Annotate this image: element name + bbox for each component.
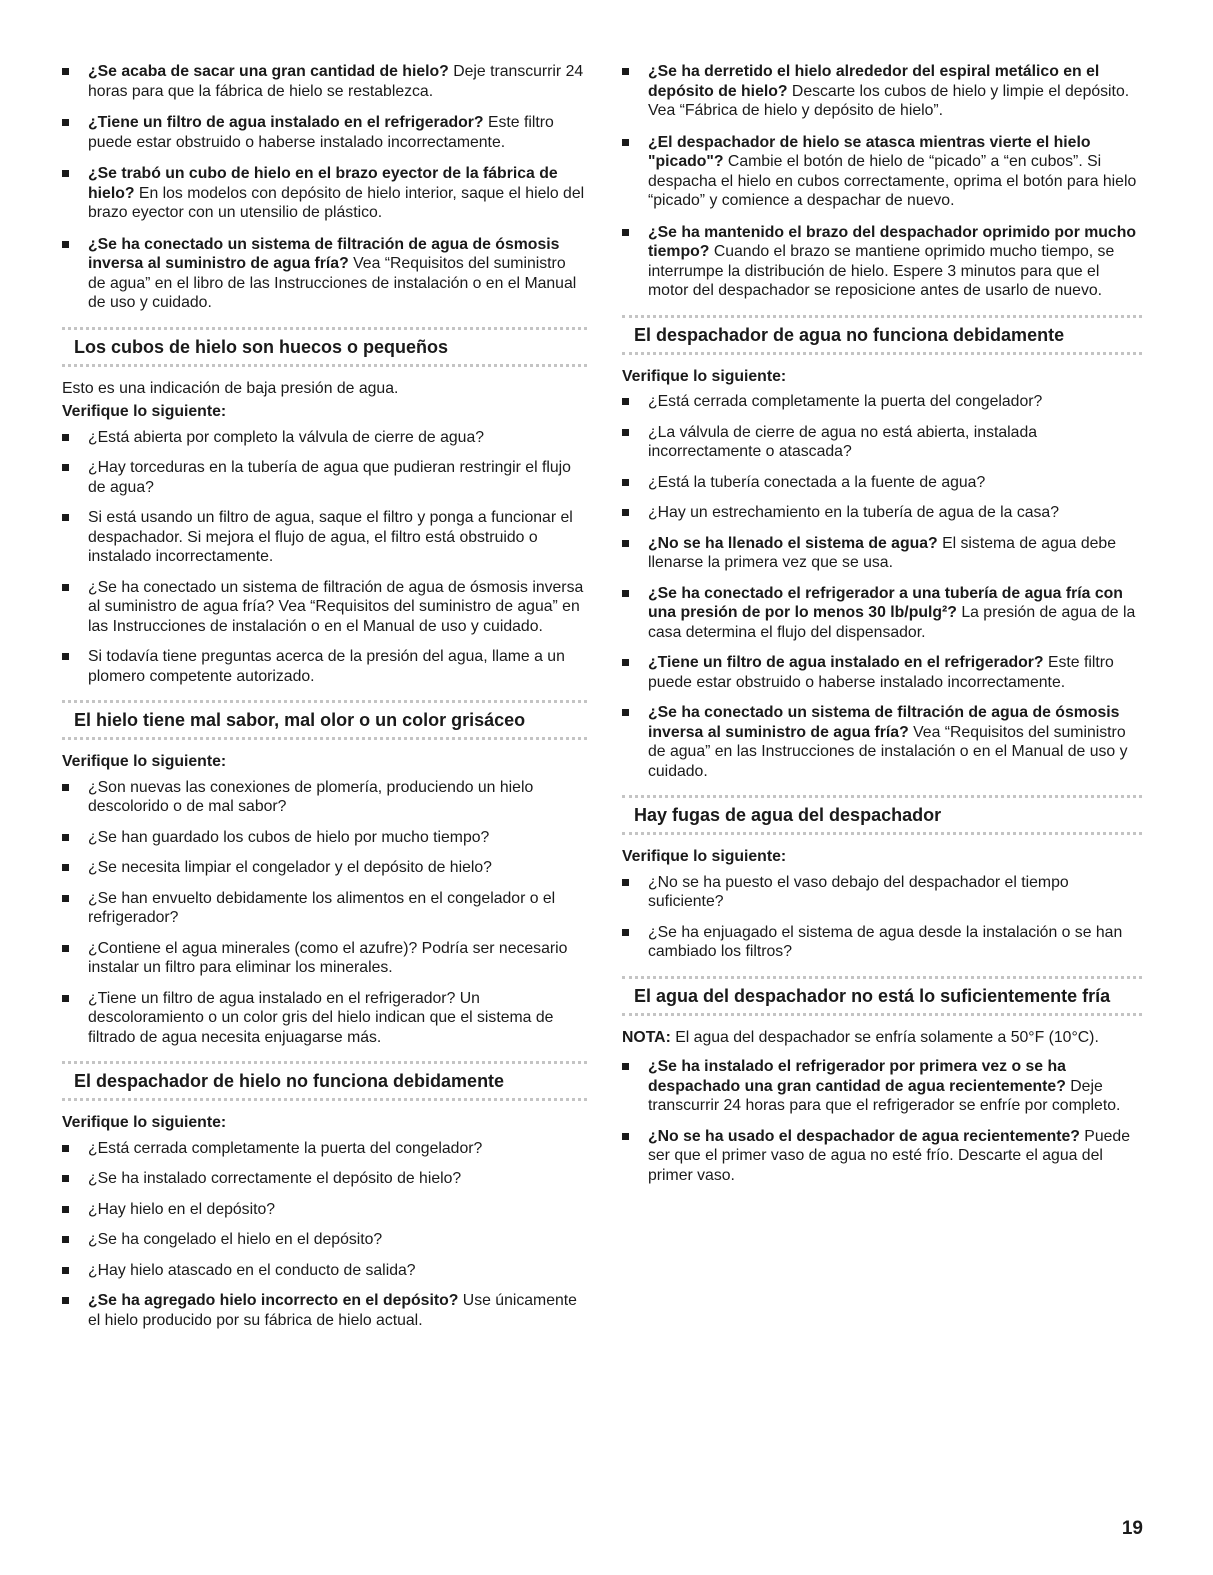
hollow-cubes-list [62, 428, 587, 687]
list-item: ¿Se ha conectado el refrigerador a una tubería de agua fría con una presión de por lo menos 30 lb/pulg²? La presión de agua de la casa determina el flujo del dispensador. [622, 584, 1142, 643]
list-item: ¿Se ha derretido el hielo alrededor del espiral metálico en el depósito de hielo? Descarte los cubos de hielo y limpie el depósito. Vea “Fábrica de hielo y depósito de hielo”. [622, 62, 1142, 121]
list-item: ¿Se han guardado los cubos de hielo por mucho tiempo? [62, 828, 587, 848]
not-cold-list [622, 1057, 1142, 1185]
list-item: ¿Tiene un filtro de agua instalado en el refrigerador? Este filtro puede estar obstruido o haberse instalado incorrectamente. [622, 653, 1142, 692]
list-item: ¿Hay un estrechamiento en la tubería de agua de la casa? [622, 503, 1142, 523]
list-item: ¿Contiene el agua minerales (como el azufre)? Podría ser necesario instalar un filtro para eliminar los minerales. [62, 939, 587, 978]
list-item: ¿Hay hielo atascado en el conducto de salida? [62, 1261, 587, 1281]
verify-label: Verifique lo siguiente: [622, 367, 787, 385]
list-item: ¿No se ha llenado el sistema de agua? El sistema de agua debe llenarse la primera vez que se usa. [622, 534, 1142, 573]
section-heading-ice-dispenser: El despachador de hielo no funciona debidamente [62, 1061, 587, 1101]
list-item: ¿Se han envuelto debidamente los alimentos en el congelador o el refrigerador? [62, 889, 587, 928]
list-item: ¿La válvula de cierre de agua no está abierta, instalada incorrectamente o atascada? [622, 423, 1142, 462]
section-heading-water-dispenser: El despachador de agua no funciona debidamente [622, 315, 1142, 355]
list-item: ¿Se ha instalado el refrigerador por primera vez o se ha despachado una gran cantidad de agua recientemente? Deje transcurrir 24 horas para que el refrigerador se enfríe por completo. [622, 1057, 1142, 1116]
section-heading-leaks: Hay fugas de agua del despachador [622, 795, 1142, 835]
list-item: ¿Se ha conectado un sistema de filtración de agua de ósmosis inversa al suministro de agua fría? Vea “Requisitos del suministro de agua” en las Instrucciones de instalación o en el Manual de uso y cuidado. [62, 578, 587, 637]
verify-label: Verifique lo siguiente: [62, 1114, 227, 1131]
page-number: 19 [1121, 1518, 1143, 1539]
list-item: ¿Se ha instalado correctamente el depósito de hielo? [62, 1169, 587, 1189]
list-item: ¿Se acaba de sacar una gran cantidad de hielo? Deje transcurrir 24 horas para que la fábrica de hielo se restablezca. [62, 62, 587, 101]
list-item: ¿Tiene un filtro de agua instalado en el refrigerador? Este filtro puede estar obstruido o haberse instalado incorrectamente. [62, 113, 587, 152]
list-item: ¿Se ha mantenido el brazo del despachador oprimido por mucho tiempo? Cuando el brazo se mantiene oprimido mucho tiempo, se interrumpe la distribución de hielo. Espere 3 minutos para que el motor del despachador se reposicione antes de usarlo de nuevo. [622, 223, 1142, 301]
right-column [622, 62, 1142, 1196]
list-item: Si está usando un filtro de agua, saque el filtro y ponga a funcionar el despachador. Si mejora el flujo de agua, el filtro está obstruido o instalado incorrectamente. [62, 508, 587, 567]
note-label: NOTA: [622, 1028, 671, 1046]
left-intro-list [62, 62, 587, 313]
list-item: ¿Se necesita limpiar el congelador y el depósito de hielo? [62, 858, 587, 878]
list-item: ¿Está cerrada completamente la puerta del congelador? [622, 392, 1142, 412]
section-heading-hollow-cubes: Los cubos de hielo son huecos o pequeños [62, 327, 587, 367]
list-item: ¿Se ha congelado el hielo en el depósito? [62, 1230, 587, 1250]
bad-taste-list [62, 778, 587, 1048]
verify-label: Verifique lo siguiente: [62, 403, 227, 420]
list-item: ¿El despachador de hielo se atasca mientras vierte el hielo "picado"? Cambie el botón de hielo de “picado” a “en cubos”. Si despacha el hielo en cubos correctamente, oprima el botón para hielo “picado” y comience a despachar de nuevo. [622, 133, 1142, 211]
ice-dispenser-list [62, 1139, 587, 1331]
list-item: Si todavía tiene preguntas acerca de la presión del agua, llame a un plomero competente autorizado. [62, 647, 587, 686]
list-item: ¿Está cerrada completamente la puerta del congelador? [62, 1139, 587, 1159]
list-item: ¿Se ha enjuagado el sistema de agua desde la instalación o se han cambiado los filtros? [622, 923, 1142, 962]
list-item: ¿Hay torceduras en la tubería de agua que pudieran restringir el flujo de agua? [62, 458, 587, 497]
list-item: ¿Tiene un filtro de agua instalado en el refrigerador? Un descoloramiento o un color gris del hielo indican que el sistema de filtrado de agua necesita enjuagarse más. [62, 989, 587, 1048]
list-item: ¿Hay hielo en el depósito? [62, 1200, 587, 1220]
list-item: ¿No se ha usado el despachador de agua recientemente? Puede ser que el primer vaso de agua no esté frío. Descarte el agua del primer vaso. [622, 1127, 1142, 1186]
right-intro-list [622, 62, 1142, 301]
left-column [62, 62, 587, 1341]
verify-label: Verifique lo siguiente: [62, 753, 227, 770]
section-intro: Esto es una indicación de baja presión de agua. [62, 379, 399, 397]
section-heading-not-cold: El agua del despachador no está lo suficientemente fría [622, 976, 1142, 1016]
list-item: ¿Se ha conectado un sistema de filtración de agua de ósmosis inversa al suministro de agua fría? Vea “Requisitos del suministro de agua” en las Instrucciones de instalación o en el Manual de uso y cuidado. [622, 703, 1142, 781]
note: NOTA: El agua del despachador se enfría solamente a 50°F (10°C). [622, 1028, 1099, 1046]
verify-label: Verifique lo siguiente: [622, 848, 787, 865]
water-dispenser-list [622, 392, 1142, 781]
list-item: ¿Se ha agregado hielo incorrecto en el depósito? Use únicamente el hielo producido por su fábrica de hielo actual. [62, 1291, 587, 1330]
list-item: ¿Está la tubería conectada a la fuente de agua? [622, 473, 1142, 493]
section-heading-bad-taste: El hielo tiene mal sabor, mal olor o un color grisáceo [62, 700, 587, 740]
list-item: ¿Se trabó un cubo de hielo en el brazo eyector de la fábrica de hielo? En los modelos con depósito de hielo interior, saque el hielo del brazo eyector con un utensilio de plástico. [62, 164, 587, 223]
list-item: ¿Se ha conectado un sistema de filtración de agua de ósmosis inversa al suministro de agua fría? Vea “Requisitos del suministro de agua” en el libro de las Instrucciones de instalación o en el Manual de uso y cuidado. [62, 235, 587, 313]
list-item: ¿Son nuevas las conexiones de plomería, produciendo un hielo descolorido o de mal sabor? [62, 778, 587, 817]
list-item: ¿No se ha puesto el vaso debajo del despachador el tiempo suficiente? [622, 873, 1142, 912]
leaks-list [622, 873, 1142, 962]
list-item: ¿Está abierta por completo la válvula de cierre de agua? [62, 428, 587, 448]
